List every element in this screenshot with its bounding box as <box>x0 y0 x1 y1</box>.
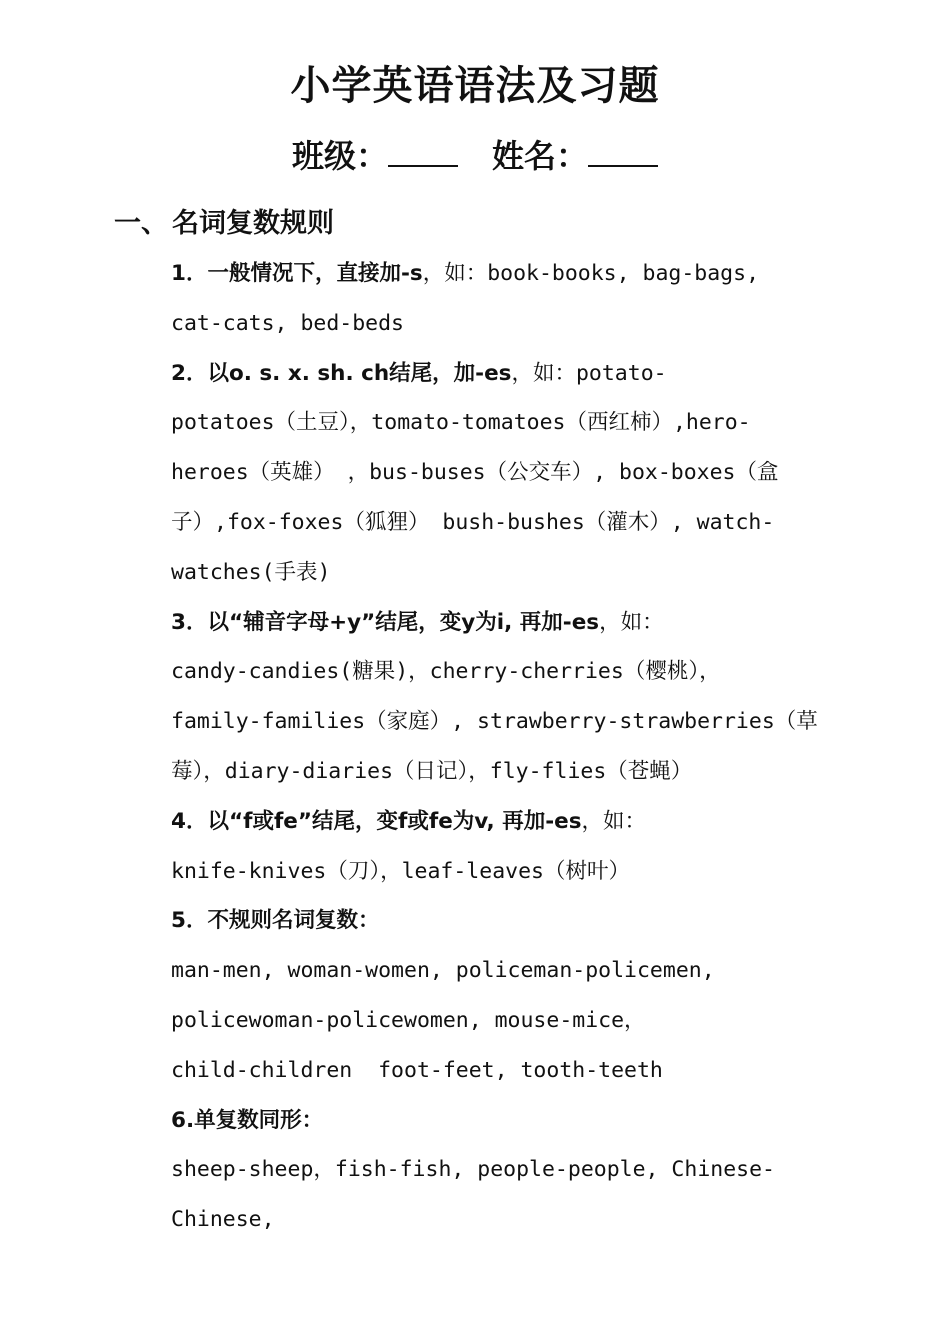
rule-2-text-line: watches(手表) <box>171 559 331 585</box>
rule-2-text-line: heroes（英雄） ，bus-buses（公交车）, box-boxes（盒 <box>171 460 779 486</box>
rule-5-text-line: child-children foot-feet, tooth-teeth <box>171 1057 663 1083</box>
section-number: 一、 <box>114 208 168 239</box>
rule-3-text-line: candy-candies(糖果)，cherry-cherries（樱桃）， <box>171 659 721 685</box>
rule-2-text-line: 子）,fox-foxes（狐狸） bush-bushes（灌木）, watch- <box>171 509 775 535</box>
rule-1 <box>171 249 839 299</box>
class-blank <box>388 135 458 167</box>
student-info <box>0 132 950 180</box>
rule-2-heading: 2．以o. s. x. sh. ch结尾，加-es <box>171 360 512 386</box>
rule-3-text-line: 莓），diary-diaries（日记），fly-flies（苍蝇） <box>171 758 693 784</box>
rule-2 <box>171 349 839 399</box>
rule-5-text-line: man-men, woman-women, policeman-policemen, <box>171 958 715 984</box>
rule-6-text-line: sheep-sheep，fish-fish, people-people, Chinese- <box>171 1157 775 1183</box>
section-title: 名词复数规则 <box>172 208 334 239</box>
rule-5-heading: 5．不规则名词复数： <box>171 908 380 934</box>
rule-2-text: ，如：potato- <box>511 360 667 386</box>
rule-1-heading: 1．一般情况下，直接加-s <box>171 261 423 286</box>
rule-1-text-line: cat-cats, bed-beds <box>171 310 404 336</box>
rule-1-text: ，如：book-books, bag-bags, <box>422 261 760 286</box>
rule-4-text-line: knife-knives（刀），leaf-leaves（树叶） <box>171 858 630 884</box>
rule-5-text-line: policewoman-policewomen, mouse-mice， <box>171 1007 646 1033</box>
rule-4-text: ，如： <box>581 808 647 834</box>
rule-3-text-line: family-families（家庭）, strawberry-strawberries（草 <box>171 709 818 735</box>
rule-3 <box>171 598 839 648</box>
class-label: 班级： <box>291 137 388 175</box>
rule-2-text-line: potatoes（土豆），tomato-tomatoes（西红柿）,hero- <box>171 410 751 436</box>
rule-6-text-line: Chinese, <box>171 1207 275 1233</box>
rule-3-heading: 3．以“辅音字母+y”结尾，变y为i, 再加-es <box>171 609 600 635</box>
rule-4 <box>171 797 839 847</box>
rule-4-heading: 4．以“f或fe”结尾，变f或fe为v, 再加-es <box>171 808 582 834</box>
rules-body <box>171 249 839 1245</box>
name-blank <box>588 135 658 167</box>
page-title: 小学英语语法及习题 <box>290 63 660 109</box>
section-heading <box>114 202 334 246</box>
name-label: 姓名： <box>492 137 589 175</box>
rule-6-heading: 6.单复数同形： <box>171 1107 324 1133</box>
rule-3-text: ，如： <box>599 609 664 635</box>
